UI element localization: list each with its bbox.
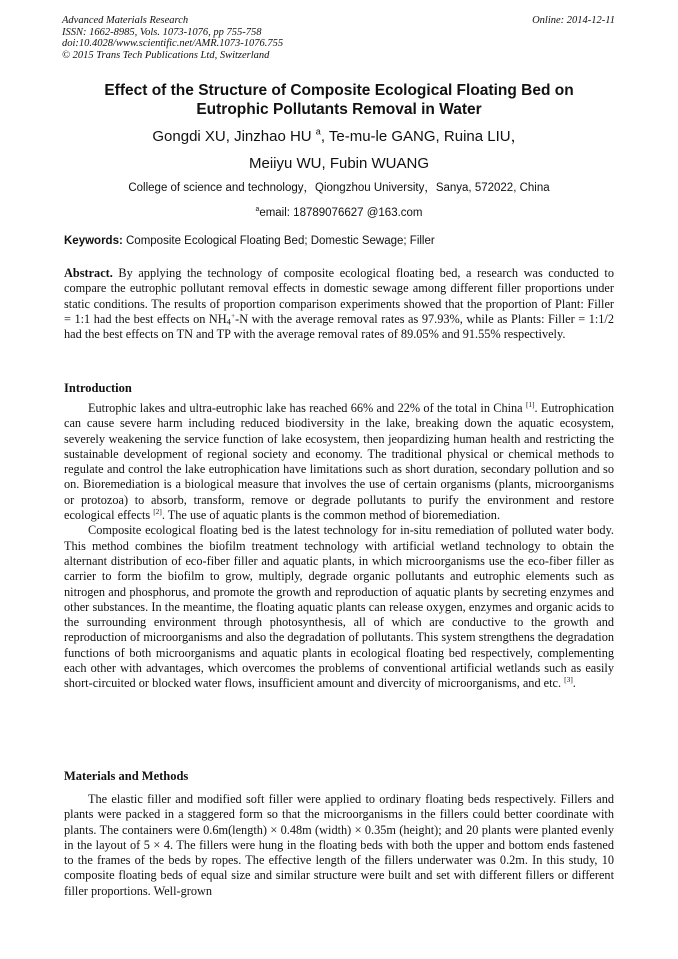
author-line-2: Meiiyu WU, Fubin WUANG <box>248 155 430 172</box>
affiliation-email <box>60 201 618 226</box>
nh4-subscript: 4 <box>226 316 231 327</box>
intro-paragraph-2 <box>64 523 614 691</box>
copyright-line: © 2015 Trans Tech Publications Ltd, Switzerland <box>62 49 270 61</box>
affiliation-block <box>60 176 618 226</box>
keywords-label: Keywords: <box>64 235 123 247</box>
title-line-1: Effect of the Structure of Composite Ecological Floating Bed on <box>104 82 574 99</box>
keywords-line <box>64 235 435 247</box>
citation-3[interactable]: [3] <box>564 675 573 685</box>
online-date: Online: 2014-12-11 <box>532 15 615 26</box>
introduction-heading: Introduction <box>64 381 132 395</box>
title-line-2: Eutrophic Pollutants Removal in Water <box>196 101 482 118</box>
intro-paragraph-1 <box>64 401 614 523</box>
issn-line: ISSN: 1662-8985, Vols. 1073-1076, pp 755-758 <box>62 26 262 38</box>
abstract-paragraph <box>64 266 614 342</box>
paper-title <box>60 81 618 119</box>
methods-body <box>64 792 614 899</box>
author-line-1 <box>60 123 618 150</box>
intro-text-2b: . <box>572 676 576 691</box>
doi-line[interactable]: doi:10.4028/www.scientific.net/AMR.1073-1076.755 <box>62 38 284 49</box>
abstract-text-2: -N with the average removal rates as 97.93%, while as Plants: Filler = 1:1/2 had the best effects on TN and TP with the average removal rates of 89.05% and 91.55% respectively. <box>64 311 614 342</box>
citation-1[interactable]: [1] <box>525 399 535 409</box>
abstract-block <box>64 266 614 342</box>
intro-text-1b: . Eutrophication can cause severe harm including reduced biodiversity in the lake, breaking down the aquatic ecosystem, severely weakening the service function of lake ecosystem, then jeopardizing human health and restricting the sustainable development of regional society and economy. The traditional physical or chemical methods to regulate and control the lake eutrophication have limitations such as short duration, secondary pollution and so on. Bioremediation is a biological measure that involves the use of certain organisms (plants, microorganisms or protozoa) to absorb, transform, remove or degrade pollutants to purify the environment and restore ecological effects <box>64 401 614 523</box>
author-list <box>60 123 618 177</box>
intro-text-2a: Composite ecological floating bed is the latest technology for in-situ remediation of polluted water body. This method combines the biofilm treatment technology with artificial wetland technology to obtain the alternant distribution of eco-fiber filler and aquatic plants, in which microorganisms use the eco-fiber filler as carrier to form the biofilm to grow, multiply, degrade organic pollutants and eutrophic elements such as nitrogen and phosphorus, and promote the growth and reproduction of aquatic plants by secreting enzymes and other substances. In the meantime, the floating aquatic plants can release oxygen, enzymes and organic acids to the surrounding environment through photosynthesis, all of which are conductive to the growth and reproduction of microorganisms and also the degradation of pollutants. This system strengthens the degradation functions of both microorganisms and aquatic plants in ecological floating bed respectively, complementing each other with advantages, which overcomes the problems of conventional artificial wetlands such as easily short-circuited or blocked water flows, insufficient amount and divercity of microorganisms, and etc. <box>64 523 614 691</box>
affiliation-org: College of science and technology，Qiongzhou University，Sanya, 572022, China <box>128 182 550 194</box>
journal-name: Advanced Materials Research <box>62 15 189 26</box>
keywords-text: Composite Ecological Floating Bed; Domestic Sewage; Filler <box>122 235 435 247</box>
abstract-text-1: By applying the technology of composite ecological floating bed, a research was conducted to compare the eutrophic pollutant removal effects in domestic sewage among different filler proportions under static conditions. The results of proportion comparison experiments showed that the proportion of Plant: Filler = 1:1 had the best effects on NH <box>64 266 614 326</box>
author-affil-mark: a <box>315 126 321 137</box>
email-affil-mark: a <box>255 206 260 214</box>
author-names-1: Gongdi XU, Jinzhao HU <box>152 128 312 145</box>
intro-text-1a: Eutrophic lakes and ultra-eutrophic lake has reached 66% and 22% of the total in China <box>88 401 526 415</box>
email-text[interactable]: email: 18789076627 @163.com <box>259 207 423 219</box>
abstract-label: Abstract. <box>64 266 113 280</box>
nh4-superscript: + <box>230 310 236 320</box>
citation-2[interactable]: [2] <box>153 506 162 516</box>
intro-text-1c: . The use of aquatic plants is the common method of bioremediation. <box>161 508 501 523</box>
introduction-body <box>64 401 614 692</box>
author-names-2: , Te-mu-le GANG, Ruina LIU， <box>320 128 526 145</box>
journal-metadata <box>62 15 283 61</box>
methods-heading: Materials and Methods <box>64 769 189 783</box>
methods-paragraph-1: The elastic filler and modified soft filler were applied to ordinary floating beds respectively. Fillers and plants were packed in a staggered form so that the microorganisms in the fillers could better coordinate with plants. The containers were 0.6m(length) × 0.48m (width) × 0.35m (height); and 20 plants were planted evenly in the layout of 5 × 4. The fillers were hung in the floating beds with both the upper and bottom ends fastened to the frames of the beds by ropes. The effective length of the fillers underwater was 0.2m. In this study, 10 composite floating beds of equal size and similar structure were built and set with different fillers or different filler proportions. Well-grown <box>64 792 614 898</box>
